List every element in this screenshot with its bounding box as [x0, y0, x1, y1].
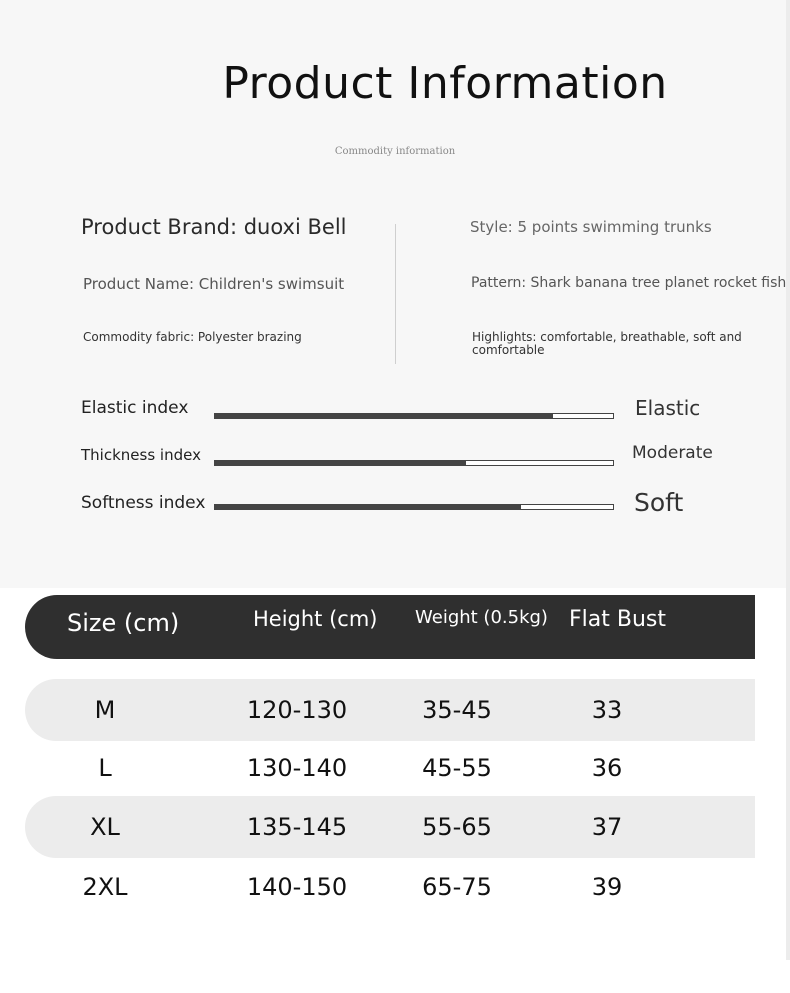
cell-size: M: [94, 696, 116, 724]
product-pattern: Pattern: Shark banana tree planet rocket fish: [471, 275, 787, 291]
softness-index-label: Softness index: [81, 493, 206, 513]
cell-weight: 55-65: [422, 813, 492, 841]
table-row: [25, 679, 755, 741]
size-table-header: [25, 595, 755, 659]
cell-flat-bust: 33: [591, 696, 623, 724]
product-highlights: Highlights: comfortable, breathable, soft and comfortable: [472, 330, 742, 357]
edge-strip: [786, 0, 790, 960]
table-row: [25, 856, 755, 918]
thickness-index-bar: [214, 460, 614, 466]
cell-height: 130-140: [246, 754, 348, 782]
cell-height: 140-150: [246, 873, 348, 901]
header-height: Height (cm): [253, 607, 378, 631]
header-flat-bust: Flat Bust: [569, 607, 666, 632]
softness-index-bar: [214, 504, 614, 510]
cell-weight: 45-55: [422, 754, 492, 782]
elastic-index-value: Elastic: [635, 396, 701, 420]
page-title: Product Information: [222, 58, 668, 109]
page-subtitle: Commodity information: [334, 146, 456, 157]
cell-height: 135-145: [246, 813, 348, 841]
cell-flat-bust: 39: [591, 873, 623, 901]
product-style: Style: 5 points swimming trunks: [470, 218, 712, 236]
thickness-index-label: Thickness index: [81, 446, 201, 464]
cell-flat-bust: 36: [591, 754, 623, 782]
thickness-index-fill: [215, 461, 466, 465]
cell-flat-bust: 37: [591, 813, 623, 841]
cell-height: 120-130: [246, 696, 348, 724]
elastic-index-bar: [214, 413, 614, 419]
commodity-fabric: Commodity fabric: Polyester brazing: [83, 330, 302, 344]
thickness-index-value: Moderate: [632, 443, 713, 463]
elastic-index-label: Elastic index: [81, 398, 189, 418]
product-name: Product Name: Children's swimsuit: [83, 275, 345, 293]
info-divider: [395, 224, 396, 364]
cell-size: L: [98, 754, 112, 782]
softness-index-fill: [215, 505, 521, 509]
header-weight: Weight (0.5kg): [415, 607, 548, 628]
cell-size: XL: [90, 813, 120, 841]
table-row: [25, 796, 755, 858]
cell-weight: 35-45: [422, 696, 492, 724]
cell-weight: 65-75: [422, 873, 492, 901]
product-brand: Product Brand: duoxi Bell: [81, 215, 347, 239]
table-row: [25, 737, 755, 799]
softness-index-value: Soft: [634, 488, 684, 517]
elastic-index-fill: [215, 414, 553, 418]
cell-size: 2XL: [82, 873, 128, 901]
header-size: Size (cm): [67, 609, 180, 637]
